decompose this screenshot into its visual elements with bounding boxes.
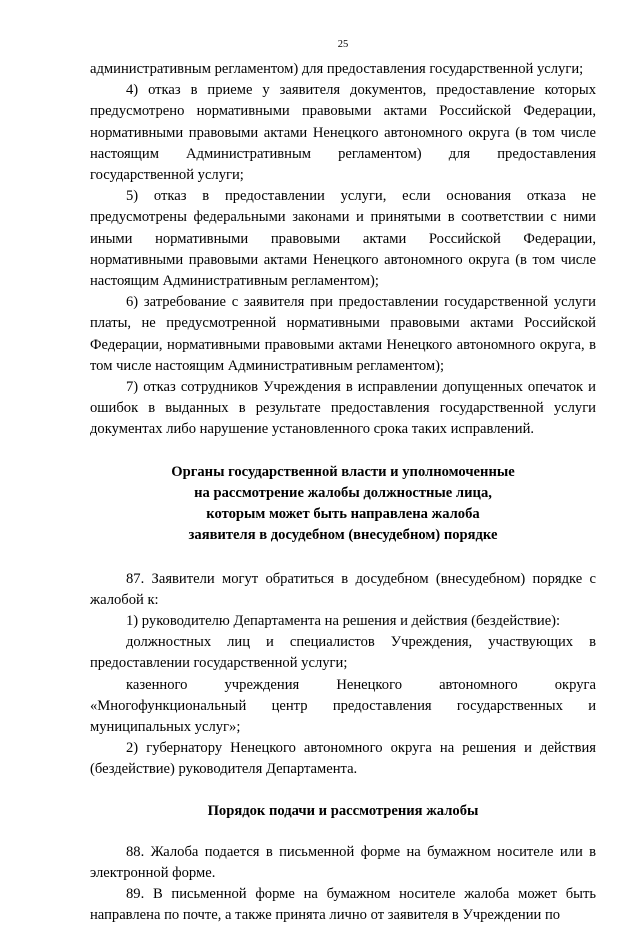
section-heading-authorities: [90, 462, 596, 546]
heading-line: Органы государственной власти и уполномоченные: [171, 463, 515, 480]
paragraph-item-6: 6) затребование с заявителя при предоставлении государственной услуги платы, не предусмотренной нормативными правовыми актами Российской Федерации, нормативными правовыми актами Ненецкого автономного округа, в том числе настоящим Административным регламентом);: [90, 294, 596, 374]
paragraph-88: 88. Жалоба подается в письменной форме на бумажном носителе или в электронной форме.: [90, 843, 596, 881]
paragraph-87-mfc: казенного учреждения Ненецкого автономного округа «Многофункциональный центр предоставления государственных и муниципальных услуг»;: [90, 676, 596, 736]
page-number: 25: [337, 39, 349, 50]
paragraph-87-officials: должностных лиц и специалистов Учреждения, участвующих в предоставлении государственной услуги;: [90, 634, 596, 672]
paragraph-87: 87. Заявители могут обратиться в досудебном (внесудебном) порядке с жалобой к:: [90, 570, 596, 608]
paragraph-87-item-2: 2) губернатору Ненецкого автономного округа на решения и действия (бездействие) руководителя Департамента.: [90, 740, 596, 778]
paragraph-item-5: 5) отказ в предоставлении услуги, если основания отказа не предусмотрены федеральными законами и принятыми в соответствии с ними иными нормативными правовыми актами Российской Федерации, нормативными правовыми актами Ненецкого автономного округа (в том числе настоящим Административным регламентом);: [90, 188, 596, 290]
paragraph-continuation: административным регламентом) для предоставления государственной услуги;: [90, 61, 584, 77]
heading-line: Порядок подачи и рассмотрения жалобы: [207, 802, 479, 819]
heading-line: заявителя в досудебном (внесудебном) порядке: [188, 526, 498, 543]
section-heading-procedure: [90, 801, 596, 822]
paragraph-89: 89. В письменной форме на бумажном носителе жалоба может быть направлена по почте, а также принята лично от заявителя в Учреждении по: [90, 886, 596, 924]
heading-line: которым может быть направлена жалоба: [206, 505, 480, 522]
document-body: [90, 59, 596, 927]
paragraph-item-7: 7) отказ сотрудников Учреждения в исправлении допущенных опечаток и ошибок в выданных в результате предоставления государственной услуги документах либо нарушение установленного срока таких исправлений.: [90, 379, 596, 438]
paragraph-item-4: 4) отказ в приеме у заявителя документов, предоставление которых предусмотрено нормативными правовыми актами Российской Федерации, нормативными правовыми актами Ненецкого автономного округа (в том числе настоящим Административным регламентом) для предоставления государственной услуги;: [90, 82, 596, 184]
heading-line: на рассмотрение жалобы должностные лица,: [194, 484, 492, 501]
paragraph-87-item-1: 1) руководителю Департамента на решения и действия (бездействие):: [126, 613, 561, 630]
